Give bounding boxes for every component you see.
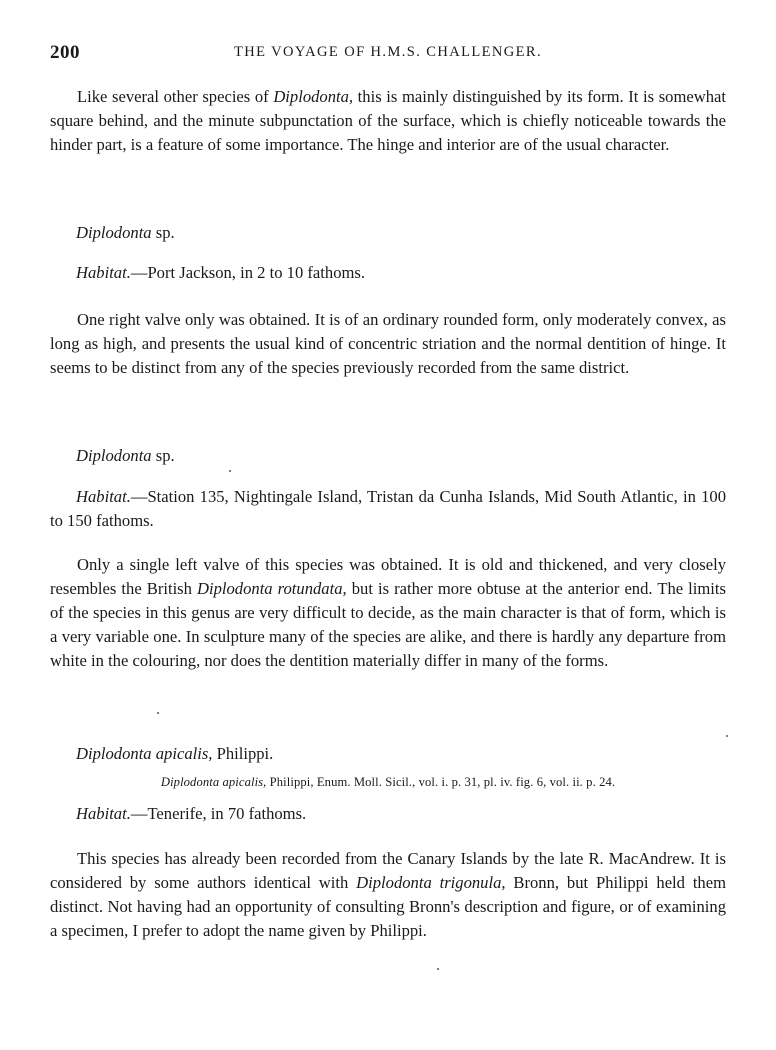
- page-header: [50, 42, 726, 68]
- print-speck: [157, 712, 159, 714]
- description-paragraph-2: Only a single left valve of this species was obtained. It is old and thickened, and very closely resembles the British Diplodonta rotundata, but is rather more obtuse at the anterior end. The limits of the species in this genus are very difficult to decide, as the main character is that of form, which is a very variable one. In sculpture many of the species are alike, and there is hardly any departure from white in the colouring, nor does the dentition materially differ in many of the forms.: [50, 555, 726, 670]
- species-heading-1: Diplodonta sp.: [76, 223, 175, 242]
- species-heading-2: Diplodonta sp.: [76, 446, 175, 465]
- page-number: 200: [50, 42, 80, 63]
- species-heading-3: Diplodonta apicalis, Philippi.: [76, 744, 274, 763]
- intro-paragraph: Like several other species of Diplodonta, this is mainly distinguished by its form. It is somewhat square behind, and the minute subpunctation of the surface, which is chiefly noticeable towards the hinder part, is a feature of some importance. The hinge and interior are of the usual character.: [50, 87, 726, 154]
- description-paragraph-1: One right valve only was obtained. It is of an ordinary rounded form, only moderately convex, as long as high, and presents the usual kind of concentric striation and the normal dentition of hinge. It seems to be distinct from any of the species previously recorded from the same district.: [50, 310, 726, 377]
- habitat-line-3: Habitat.—Tenerife, in 70 fathoms.: [76, 804, 307, 823]
- print-speck: [726, 735, 728, 737]
- habitat-line-1: Habitat.—Port Jackson, in 2 to 10 fathoms.: [76, 263, 366, 282]
- print-speck: [437, 968, 439, 970]
- habitat-line-2: Habitat.—Station 135, Nightingale Island, Tristan da Cunha Islands, Mid South Atlantic, in 100 to 150 fathoms.: [50, 487, 726, 530]
- print-speck: [229, 470, 231, 472]
- running-title: THE VOYAGE OF H.M.S. CHALLENGER.: [234, 44, 542, 60]
- description-paragraph-3: This species has already been recorded from the Canary Islands by the late R. MacAndrew. It is considered by some authors identical with Diplodonta trigonula, Bronn, but Philippi held them distinct. Not having had an opportunity of consulting Bronn's description and figure, or of examining a specimen, I prefer to adopt the name given by Philippi.: [50, 849, 727, 940]
- literature-citation: Diplodonta apicalis, Philippi, Enum. Moll. Sicil., vol. i. p. 31, pl. iv. fig. 6, vol. ii. p. 24.: [160, 775, 616, 789]
